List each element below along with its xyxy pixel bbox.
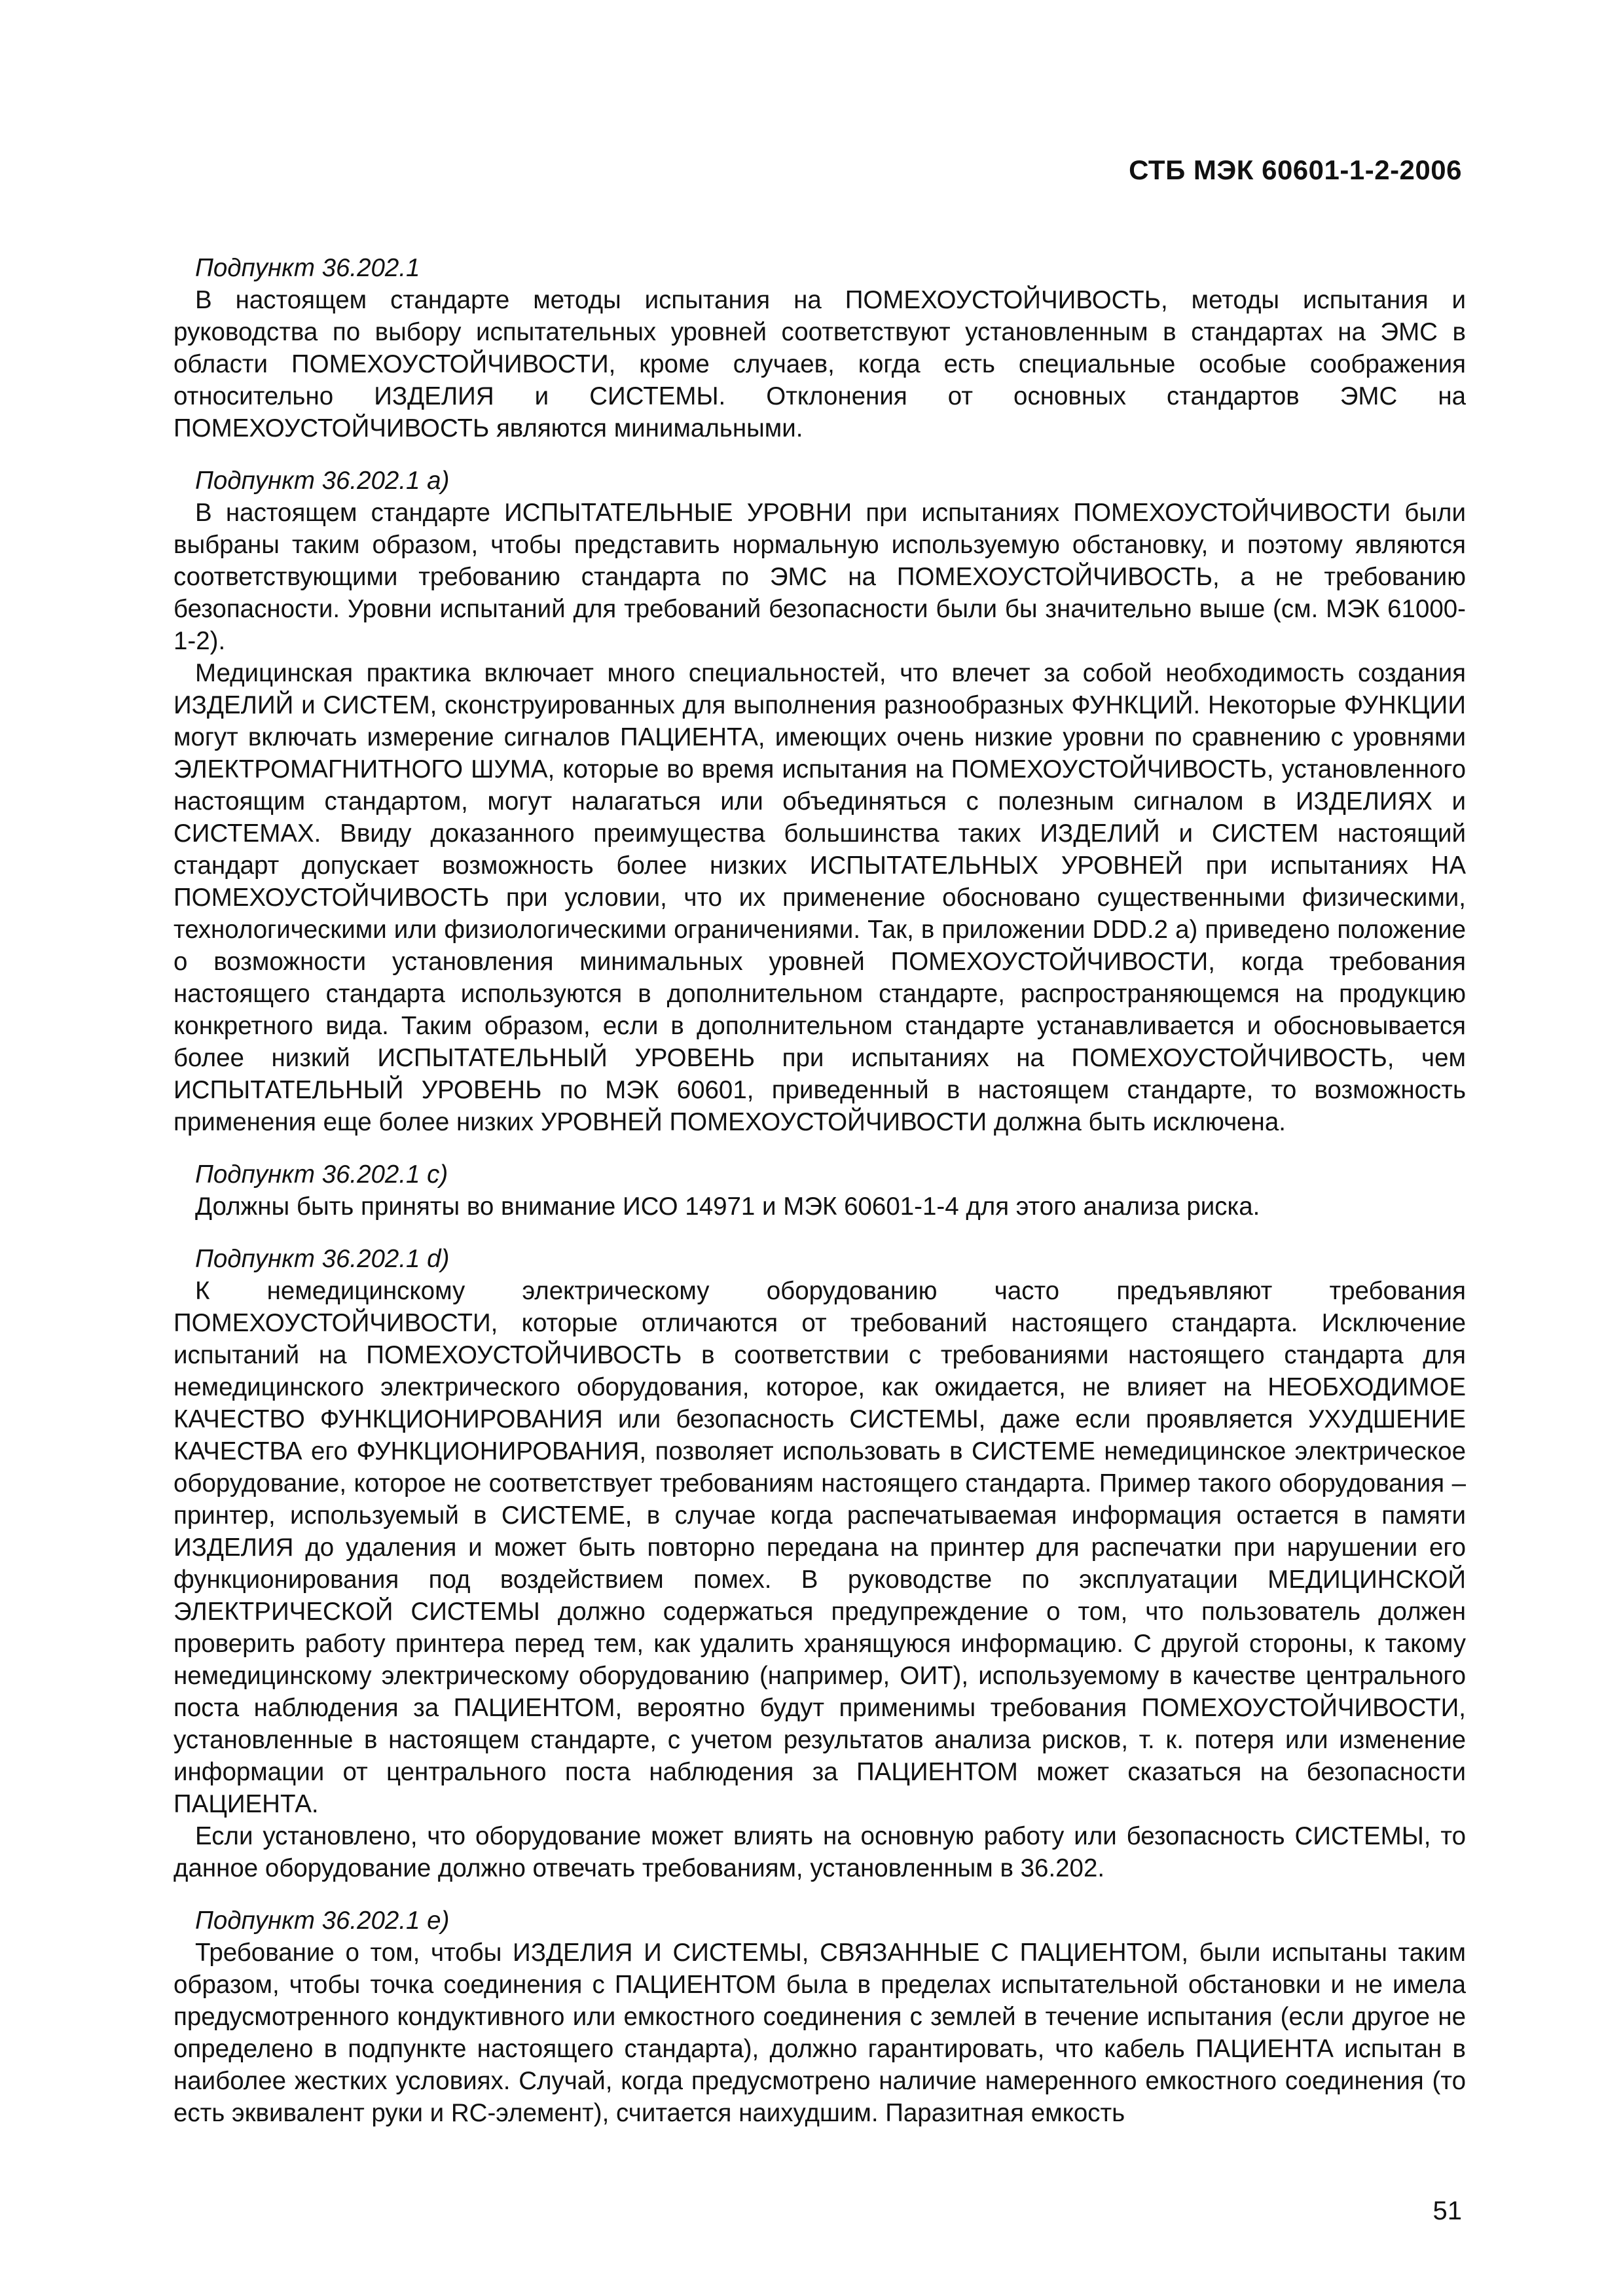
paragraph: К немедицинскому электрическому оборудованию часто предъявляют требования ПОМЕХОУСТОЙЧИВОСТИ, которые отличаются от требований настоящего стандарта. Исключение испытаний на ПОМЕХОУСТОЙЧИВОСТЬ в соответствии с требованиями настоящего стандарта для немедицинского электрического оборудования, которое, как ожидается, не влияет на НЕОБХОДИМОЕ КАЧЕСТВО ФУНКЦИОНИРОВАНИЯ или безопасность СИСТЕМЫ, даже если проявляется УХУДШЕНИЕ КАЧЕСТВА его ФУНКЦИОНИРОВАНИЯ, позволяет использовать в СИСТЕМЕ немедицинское электрическое оборудование, которое не соответствует требованиям настоящего стандарта. Пример такого оборудования – принтер, используемый в СИСТЕМЕ, в случае когда распечатываемая информация остается в памяти ИЗДЕЛИЯ до удаления и может быть повторно передана на принтер для распечатки при нарушении его функционирования под воздействием помех. В руководстве по эксплуатации МЕДИЦИНСКОЙ ЭЛЕКТРИЧЕСКОЙ СИСТЕМЫ должно содержаться предупреждение о том, что пользователь должен проверить работу принтера перед тем, как удалить хранящуюся информацию. С другой стороны, к такому немедицинскому электрическому оборудованию (например, ОИТ), используемому в качестве центрального поста наблюдения за ПАЦИЕНТОМ, вероятно будут применимы требования ПОМЕХОУСТОЙЧИВОСТИ, установленные в настоящем стандарте, с учетом результатов анализа рисков, т. к. потеря или изменение информации от центрального поста наблюдения за ПАЦИЕНТОМ может сказаться на безопасности ПАЦИЕНТА. <box>173 1277 1466 1818</box>
document-code: СТБ МЭК 60601-1-2-2006 <box>1129 154 1462 185</box>
document-body <box>173 252 1466 2129</box>
paragraph: Требование о том, чтобы ИЗДЕЛИЯ И СИСТЕМЫ, СВЯЗАННЫЕ С ПАЦИЕНТОМ, были испытаны таким образом, чтобы точка соединения с ПАЦИЕНТОМ была в пределах испытательной обстановки и не имела предусмотренного кондуктивного или емкостного соединения с землей в течение испытания (если другое не определено в подпункте настоящего стандарта), должно гарантировать, что кабель ПАЦИЕНТА испытан в наиболее жестких условиях. Случай, когда предусмотрено наличие намеренного емкостного соединения (то есть эквивалент руки и RC-элемент), считается наихудшим. Паразитная емкость <box>173 1939 1466 2127</box>
paragraph: В настоящем стандарте ИСПЫТАТЕЛЬНЫЕ УРОВНИ при испытаниях ПОМЕХОУСТОЙЧИВОСТИ были выбраны таким образом, чтобы представить нормальную используемую обстановку, и поэтому являются соответствующими требованию стандарта по ЭМС на ПОМЕХОУСТОЙЧИВОСТЬ, а не требованию безопасности. Уровни испытаний для требований безопасности были бы значительно выше (см. МЭК 61000-1-2). <box>173 499 1466 655</box>
section-title: Подпункт 36.202.1 d) <box>195 1245 450 1273</box>
paragraph: Если установлено, что оборудование может влиять на основную работу или безопасность СИСТЕМЫ, то данное оборудование должно отвечать требованиям, установленным в 36.202. <box>173 1822 1466 1882</box>
paragraph: В настоящем стандарте методы испытания на ПОМЕХОУСТОЙЧИВОСТЬ, методы испытания и руководства по выбору испытательных уровней соответствуют установленным в стандартах на ЭМС в области ПОМЕХОУСТОЙЧИВОСТИ, кроме случаев, когда есть специальные особые соображения относительно ИЗДЕЛИЯ и СИСТЕМЫ. Отклонения от основных стандартов ЭМС на ПОМЕХОУСТОЙЧИВОСТЬ являются минимальными. <box>173 286 1466 442</box>
paragraph: Медицинская практика включает много специальностей, что влечет за собой необходимость создания ИЗДЕЛИЙ и СИСТЕМ, сконструированных для выполнения разнообразных ФУНКЦИЙ. Некоторые ФУНКЦИИ могут включать измерение сигналов ПАЦИЕНТА, имеющих очень низкие уровни по сравнению с уровнями ЭЛЕКТРОМАГНИТНОГО ШУМА, которые во время испытания на ПОМЕХОУСТОЙЧИВОСТЬ, установленного настоящим стандартом, могут налагаться или объединяться с полезным сигналом в ИЗДЕЛИЯХ и СИСТЕМАХ. Ввиду доказанного преимущества большинства таких ИЗДЕЛИЙ и СИСТЕМ настоящий стандарт допускает возможность более низких ИСПЫТАТЕЛЬНЫХ УРОВНЕЙ при испытаниях НА ПОМЕХОУСТОЙЧИВОСТЬ при условии, что их применение обосновано существенными физическими, технологическими или физиологическими ограничениями. Так, в приложении DDD.2 а) приведено положение о возможности установления минимальных уровней ПОМЕХОУСТОЙЧИВОСТИ, когда требования настоящего стандарта используются в дополнительном стандарте, распространяющемся на продукцию конкретного вида. Таким образом, если в дополнительном стандарте устанавливается и обосновывается более низкий ИСПЫТАТЕЛЬНЫЙ УРОВЕНЬ при испытаниях на ПОМЕХОУСТОЙЧИВОСТЬ, чем ИСПЫТАТЕЛЬНЫЙ УРОВЕНЬ по МЭК 60601, приведенный в настоящем стандарте, то возможность применения еще более низких УРОВНЕЙ ПОМЕХОУСТОЙЧИВОСТИ должна быть исключена. <box>173 659 1466 1136</box>
section-title: Подпункт 36.202.1 <box>195 254 420 282</box>
section-title: Подпункт 36.202.1 а) <box>195 467 450 495</box>
page-number: 51 <box>1432 2197 1462 2225</box>
section-title: Подпункт 36.202.1 с) <box>195 1160 448 1189</box>
section-title: Подпункт 36.202.1 е) <box>195 1907 450 1935</box>
paragraph: Должны быть приняты во внимание ИСО 14971 и МЭК 60601-1-4 для этого анализа риска. <box>195 1193 1260 1221</box>
